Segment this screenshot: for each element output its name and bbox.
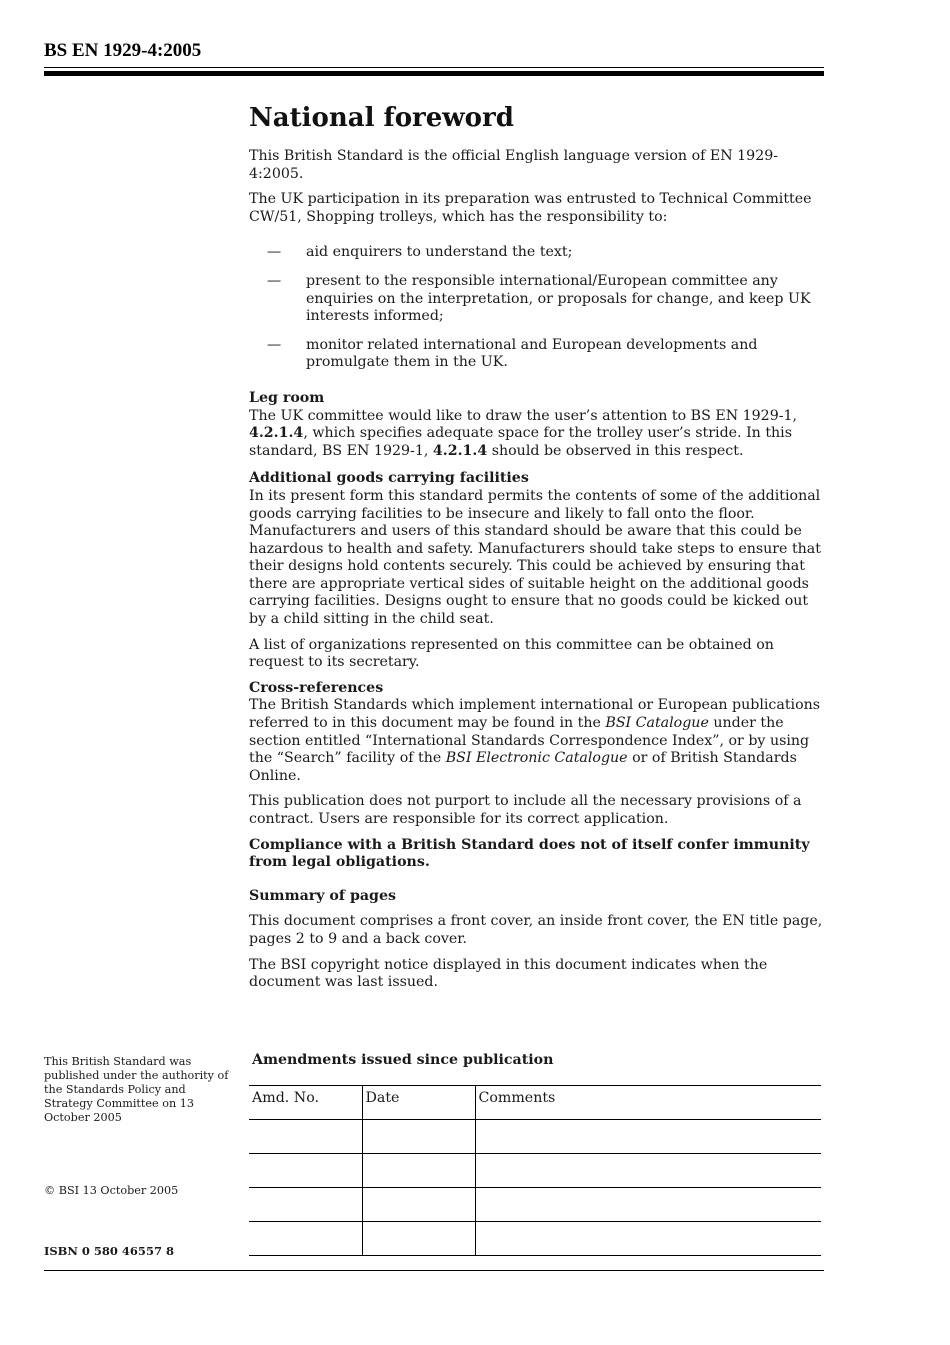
column-header-comments: Comments [475,1086,821,1120]
page-title: National foreword [249,103,514,133]
table-row [249,1222,821,1256]
header-rule-thick [44,71,824,76]
table-cell [362,1120,475,1154]
clause-reference: 4.2.1.4 [249,425,304,442]
intro-paragraph-2: The UK participation in its preparation was entrusted to Technical Committee CW/51, Shopping trolleys, which has the responsibility to: [249,191,812,225]
leg-room-text-c: should be observed in this respect. [491,442,744,459]
cross-ref-text-a: The British Standards which implement international or European publications referred to in this document may be found in the [249,697,821,732]
list-item [249,273,827,326]
clause-reference: 4.2.1.4 [432,442,488,459]
table-cell [249,1120,362,1154]
table-cell [362,1188,475,1222]
leg-room-heading: Leg room [249,389,325,406]
provisions-paragraph: This publication does not purport to include all the necessary provisions of a contract. Users are responsible for its correct application. [249,793,802,827]
electronic-catalogue-title: BSI Electronic Catalogue [445,750,628,767]
summary-heading: Summary of pages [249,887,396,904]
amendments-title: Amendments issued since publication [252,1052,554,1068]
cross-ref-text-c: or of British Standards Online. [249,750,797,784]
table-cell [475,1154,821,1188]
main-content [249,100,827,1000]
table-cell [249,1222,362,1256]
intro-paragraph-1: This British Standard is the official English language version of EN 1929-4:2005. [249,148,779,182]
publication-note: This British Standard was published under the authority of the Standards Policy and Strategy Committee on 13 October 2005 [44,1055,229,1124]
leg-room-paragraph [249,408,827,461]
dash-bullet: — [267,244,282,261]
column-header-date: Date [362,1086,475,1120]
table-row [249,1188,821,1222]
table-header-row [249,1086,821,1120]
copyright-notice-paragraph: The BSI copyright notice displayed in this document indicates when the document was last issued. [249,956,768,991]
copyright-line: © BSI 13 October 2005 [44,1184,179,1197]
table-cell [362,1154,475,1188]
table-cell [362,1222,475,1256]
list-item [249,337,827,372]
list-item-text: monitor related international and European developments and promulgate them in the UK. [306,336,758,371]
footer-rule [44,1270,824,1271]
leg-room-text-b: , which specifies adequate space for the trolley user’s stride. In this standard, BS EN 1929-1, [249,425,792,459]
responsibility-list [249,244,827,372]
summary-paragraph: This document comprises a front cover, an inside front cover, the EN title page, pages 2 to 9 and a back cover. [249,913,823,947]
list-item-text: present to the responsible international/European committee any enquiries on the interpretation, or proposals for change, and keep UK interests informed; [306,272,811,325]
dash-bullet: — [267,336,282,353]
table-cell [249,1188,362,1222]
cross-ref-text-b: under the section entitled “International Standards Correspondence Index”, or by using the “Search” facility of the [249,715,810,767]
document-id: BS EN 1929-4:2005 [44,40,202,61]
isbn: ISBN 0 580 46557 8 [44,1244,174,1258]
compliance-statement: Compliance with a British Standard does not of itself confer immunity from legal obligations. [249,836,810,871]
table-cell [249,1154,362,1188]
leg-room-text-a: The UK committee would like to draw the user’s attention to BS EN 1929-1, [249,407,798,424]
table-cell [475,1188,821,1222]
table-row [249,1120,821,1154]
cross-references-heading: Cross-references [249,679,384,696]
table-cell [475,1222,821,1256]
organizations-paragraph: A list of organizations represented on this committee can be obtained on request to its secretary. [249,636,774,671]
cross-references-paragraph [249,697,827,785]
additional-goods-heading: Additional goods carrying facilities [249,470,529,487]
table-row [249,1154,821,1188]
list-item [249,244,827,262]
additional-goods-paragraph: In its present form this standard permits the contents of some of the additional goods carrying facilities to be insecure and likely to fall onto the floor. Manufacturers and users of this standard should be aware that this could be hazardous to health and safety. Manufacturers should take steps to ensure that their designs hold contents securely. This could be achieved by ensuring that there are appropriate vertical sides of suitable height on the additional goods carrying facilities. Designs ought to ensure that no goods could be kicked out by a child sitting in the child seat. [249,487,821,628]
column-header-amd-no: Amd. No. [249,1086,362,1120]
list-item-text: aid enquirers to understand the text; [306,244,573,261]
table-cell [475,1120,821,1154]
dash-bullet: — [267,272,282,289]
catalogue-title: BSI Catalogue [605,715,709,732]
amendments-table [249,1085,821,1256]
header-rule-thin [44,67,824,68]
